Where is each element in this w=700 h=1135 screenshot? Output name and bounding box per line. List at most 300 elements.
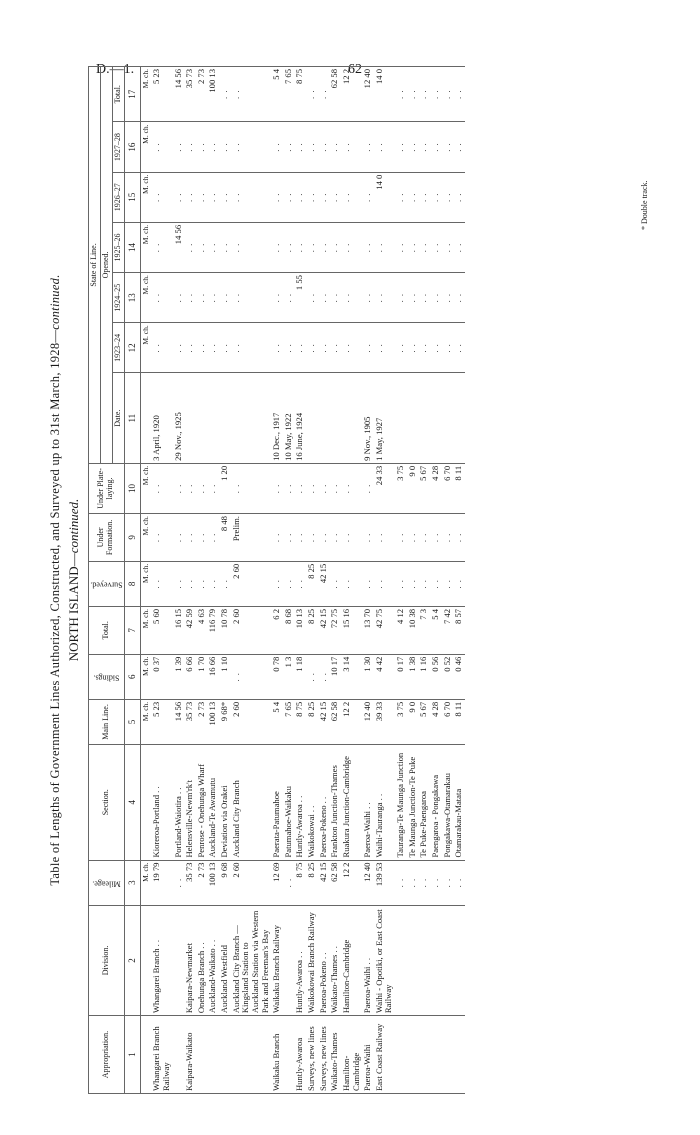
cell-surv: . . [374,561,395,606]
cell-form: . . [341,514,362,562]
cell-form: . . [196,514,208,562]
cell-div: Huntly-Awaroa . . [294,905,306,1015]
cell-sid: 1 39 [173,654,185,699]
cell-y5: . . [271,122,283,172]
cell-mil: . . [442,860,454,905]
cell-y2: . . [207,273,219,323]
cell-plat: 3 75 [395,463,407,513]
cell-mil: 139 53 [374,860,395,905]
cell-y2: . . [329,273,341,323]
cell-y4: . . [341,172,362,222]
table-row [407,67,419,1094]
cell-tot: 4 12 [395,606,407,654]
cell-y4: . . [395,172,407,222]
cell-y5: . . [407,122,419,172]
cell-y5: . . [362,122,374,172]
cell-y2: . . [362,273,374,323]
cell-sec: Auckland-Te Awamutu [207,745,219,860]
unit-label: M. ch. [140,222,151,272]
unit-row [140,67,151,1094]
cell-sid: 0 46 [453,654,465,699]
cell-date [306,373,318,463]
column-number: 2 [124,905,140,1015]
cell-y5: . . [430,122,442,172]
cell-appr [430,1016,442,1094]
cell-y4: . . [184,172,196,222]
cell-mil: 12 2 [341,860,362,905]
cell-y1: . . [207,323,219,373]
cell-otot: . . [306,67,318,122]
cell-y1: . . [407,323,419,373]
cell-div [407,905,419,1015]
cell-main: 9 0 [407,699,419,744]
cell-y2: . . [395,273,407,323]
column-number: 15 [124,172,140,222]
cell-y3: . . [207,222,219,272]
column-number: 6 [124,654,140,699]
cell-div [442,905,454,1015]
cell-main: 8 25 [306,699,318,744]
cell-sec: Waikokowai . . [306,745,318,860]
cell-form: . . [283,514,295,562]
cell-y4: . . [294,172,306,222]
cell-y4: . . [196,172,208,222]
cell-y3: 14 56 [173,222,185,272]
cell-otot: 12 2 [341,67,362,122]
cell-sec: Huntly-Awaroa . . [294,745,306,860]
cell-surv: . . [219,561,231,606]
cell-otot: 14 56 [173,67,185,122]
cell-surv: . . [395,561,407,606]
cell-sid: 1 18 [294,654,306,699]
cell-date: 29 Nov., 1925 [173,373,185,463]
cell-y2: . . [271,273,283,323]
cell-form: . . [271,514,283,562]
cell-otot: 7 65 [283,67,295,122]
cell-y5: . . [219,122,231,172]
cell-appr: Hamilton-Cambridge [341,1016,362,1094]
cell-y5: . . [306,122,318,172]
header-main-line: Main Line. [89,699,125,744]
cell-y3: . . [151,222,172,272]
cell-main: 6 70 [442,699,454,744]
header-under-formation: Under Formation. [89,514,125,562]
cell-y5: . . [329,122,341,172]
cell-plat: 24 33 [374,463,395,513]
cell-otot: 14 0 [374,67,395,122]
cell-y1: . . [231,323,272,373]
column-number: 13 [124,273,140,323]
cell-y4: . . [231,172,272,222]
cell-sid: 6 66 [184,654,196,699]
cell-date [453,373,465,463]
cell-appr: Paeroa-Waihi [362,1016,374,1094]
cell-main: 2 73 [196,699,208,744]
cell-sec: Te Maunga Junction-Te Puke [407,745,419,860]
table-row [184,67,196,1094]
cell-y5: . . [318,122,330,172]
column-number: 14 [124,222,140,272]
cell-y3: . . [341,222,362,272]
header-year-1923: 1923–24 [112,323,124,373]
cell-y1: . . [196,323,208,373]
cell-form: . . [207,514,219,562]
cell-plat: . . [271,463,283,513]
cell-y2: . . [374,273,395,323]
cell-form: . . [329,514,341,562]
table-body [140,67,464,1094]
cell-y2: . . [442,273,454,323]
cell-y5: . . [418,122,430,172]
column-number: 17 [124,67,140,122]
cell-form: . . [407,514,419,562]
table-row [395,67,407,1094]
table-row [418,67,430,1094]
cell-y4: . . [271,172,283,222]
cell-y2: . . [407,273,419,323]
header-division: Division. [89,905,125,1015]
cell-main: 8 11 [453,699,465,744]
cell-date [341,373,362,463]
cell-div: Waikato-Thames . . [329,905,341,1015]
cell-y3: . . [329,222,341,272]
unit-label: M. ch. [140,463,151,513]
cell-tot: 8 25 [306,606,318,654]
cell-sid: 16 66 [207,654,219,699]
cell-tot: 10 78 [219,606,231,654]
cell-plat: . . [184,463,196,513]
cell-date [231,373,272,463]
cell-div [395,905,407,1015]
cell-sec: Helensville-Newm'rk't [184,745,196,860]
cell-div: Auckland City Branch — Kingsland Station to Auckland Station via Western Park and Freeman's Bay [231,905,272,1015]
cell-y4: . . [318,172,330,222]
cell-main: 100 13 [207,699,219,744]
cell-otot: . . [430,67,442,122]
cell-y4: . . [207,172,219,222]
unit-label: M. ch. [140,67,151,122]
cell-y1: . . [318,323,330,373]
cell-appr: Whangarei Branch Railway [151,1016,172,1094]
cell-y3: . . [283,222,295,272]
cell-y2: . . [341,273,362,323]
cell-y3: . . [231,222,272,272]
cell-surv: . . [173,561,185,606]
cell-surv: 42 15 [318,561,330,606]
cell-y2: . . [151,273,172,323]
cell-y1: . . [184,323,196,373]
column-number: 3 [124,860,140,905]
cell-date [318,373,330,463]
island-heading [66,60,82,1100]
cell-form: . . [184,514,196,562]
cell-y5: . . [283,122,295,172]
cell-mil: . . [418,860,430,905]
cell-date [196,373,208,463]
cell-div: Onehunga Branch . . [196,905,208,1015]
cell-div: Kaipara-Newmarket [184,905,196,1015]
cell-mil: . . [430,860,442,905]
cell-y3: . . [453,222,465,272]
cell-surv: . . [151,561,172,606]
table-row [283,67,295,1094]
cell-plat: 9 0 [407,463,419,513]
cell-y5: . . [231,122,272,172]
cell-y5: . . [207,122,219,172]
cell-main: 5 4 [271,699,283,744]
cell-y5: . . [151,122,172,172]
cell-div: Auckland-Waikato . . [207,905,219,1015]
cell-y3: . . [418,222,430,272]
cell-surv: . . [453,561,465,606]
cell-surv: . . [283,561,295,606]
cell-sid: 4 42 [374,654,395,699]
cell-y3: . . [407,222,419,272]
unit-label: M. ch. [140,654,151,699]
cell-main: 4 28 [430,699,442,744]
cell-appr [395,1016,407,1094]
cell-form: . . [442,514,454,562]
cell-sec: Portland-Waiotira . . [173,745,185,860]
cell-plat: . . [318,463,330,513]
cell-mil: 19 79 [151,860,172,905]
column-number: 8 [124,561,140,606]
cell-sec: Paeroa-Waihi . . [362,745,374,860]
cell-main: 12 2 [341,699,362,744]
unit-blank [140,905,151,1015]
cell-y4: 14 0 [374,172,395,222]
cell-sid: . . [231,654,272,699]
header-sidings-text: Sidings. [93,673,120,683]
cell-form: . . [151,514,172,562]
cell-sec: Paengaroa - Pongakawa [430,745,442,860]
cell-y1: . . [430,323,442,373]
cell-mil: 8 75 [294,860,306,905]
cell-div: Paeroa-Pokeno . . [318,905,330,1015]
cell-appr: Huntly-Awaroa [294,1016,306,1094]
cell-sec: Tauranga-Te Maunga Junction [395,745,407,860]
cell-appr [418,1016,430,1094]
cell-surv: . . [407,561,419,606]
cell-mil: . . [407,860,419,905]
cell-sid: 0 52 [442,654,454,699]
cell-appr [219,1016,231,1094]
cell-tot: 16 15 [173,606,185,654]
cell-main: 42 15 [318,699,330,744]
cell-main: 3 75 [395,699,407,744]
cell-form: . . [318,514,330,562]
cell-y1: . . [151,323,172,373]
header-surveyed-text: Surveyed. [90,580,123,590]
cell-otot: 35 73 [184,67,196,122]
cell-sid: 1 30 [362,654,374,699]
cell-y5: . . [173,122,185,172]
cell-surv: . . [184,561,196,606]
cell-surv: . . [207,561,219,606]
column-number: 16 [124,122,140,172]
cell-otot: 2 73 [196,67,208,122]
cell-y3: . . [184,222,196,272]
table-title-text: Table of Lengths of Government Lines Authorized, Constructed, and Surveyed up to 31st March, 1928— [48,329,62,886]
unit-blank [140,1016,151,1094]
cell-plat: 4 28 [430,463,442,513]
cell-y3: . . [271,222,283,272]
cell-appr [173,1016,185,1094]
cell-date [430,373,442,463]
cell-y1: . . [283,323,295,373]
cell-y1: . . [374,323,395,373]
header-sidings [89,654,125,699]
cell-mil: 42 15 [318,860,330,905]
cell-otot: . . [418,67,430,122]
cell-appr: East Coast Railway [374,1016,395,1094]
cell-y5: . . [442,122,454,172]
column-number: 9 [124,514,140,562]
unit-label: M. ch. [140,172,151,222]
cell-otot: . . [453,67,465,122]
table-row [453,67,465,1094]
cell-date [442,373,454,463]
cell-otot: 5 4 [271,67,283,122]
column-number: 4 [124,745,140,860]
cell-surv: . . [196,561,208,606]
cell-sid: . . [318,654,330,699]
cell-mil: 12 69 [271,860,283,905]
cell-y1: . . [453,323,465,373]
cell-tot: 7 42 [442,606,454,654]
cell-sec: Te Puke-Paengaroa [418,745,430,860]
cell-sec: Auckland City Branch [231,745,272,860]
cell-sid: 0 17 [395,654,407,699]
cell-y4: . . [430,172,442,222]
cell-tot: 116 79 [207,606,219,654]
cell-div [453,905,465,1015]
cell-surv: . . [362,561,374,606]
page-number: 62 [348,62,362,77]
cell-plat: . . [341,463,362,513]
cell-div: Auckland Westfield [219,905,231,1015]
cell-div [418,905,430,1015]
cell-appr [231,1016,272,1094]
cell-plat: 1 20 [219,463,231,513]
unit-label: M. ch. [140,514,151,562]
cell-tot: 42 15 [318,606,330,654]
cell-surv: . . [418,561,430,606]
cell-y5: . . [294,122,306,172]
cell-date: 16 June, 1924 [294,373,306,463]
cell-y4: . . [306,172,318,222]
cell-appr [453,1016,465,1094]
cell-y1: . . [219,323,231,373]
cell-tot: 7 3 [418,606,430,654]
table-row [362,67,374,1094]
cell-y3: . . [196,222,208,272]
cell-plat: . . [294,463,306,513]
cell-y4: . . [453,172,465,222]
cell-sec: Waihi-Tauranga . . [374,745,395,860]
cell-plat: 8 11 [453,463,465,513]
cell-appr: Waikaku Branch [271,1016,283,1094]
cell-tot: 5 4 [430,606,442,654]
cell-y3: . . [362,222,374,272]
cell-date: 10 Dec., 1917 [271,373,283,463]
header-mileage [89,860,125,905]
column-number: 7 [124,606,140,654]
cell-div: Waikaku Branch Railway [271,905,283,1015]
cell-otot: 8 75 [294,67,306,122]
cell-surv: . . [341,561,362,606]
table-title-continued: continued. [48,274,62,330]
cell-tot: 10 38 [407,606,419,654]
table-row [207,67,219,1094]
cell-form: . . [173,514,185,562]
cell-y2: . . [430,273,442,323]
cell-y5: . . [395,122,407,172]
cell-y3: . . [219,222,231,272]
header-surveyed [89,561,125,606]
cell-y2: . . [219,273,231,323]
cell-otot: 100 13 [207,67,219,122]
cell-plat: 5 67 [418,463,430,513]
header-opened: Opened. [100,67,112,464]
unit-label: M. ch. [140,122,151,172]
cell-y4: . . [151,172,172,222]
cell-mil: 2 60 [231,860,272,905]
cell-div [283,905,295,1015]
cell-y3: . . [318,222,330,272]
table-row [173,67,185,1094]
lengths-table [88,66,465,1094]
cell-appr: Surveys, new lines [306,1016,318,1094]
cell-mil: 100 13 [207,860,219,905]
cell-y2: . . [306,273,318,323]
cell-date: 1 May, 1927 [374,373,395,463]
unit-label: M. ch. [140,273,151,323]
cell-otot: . . [442,67,454,122]
cell-y2: . . [318,273,330,323]
cell-date: 3 April, 1920 [151,373,172,463]
cell-y5: . . [184,122,196,172]
cell-date [418,373,430,463]
cell-date [219,373,231,463]
header-year-1925: 1925–26 [112,222,124,272]
cell-y3: . . [395,222,407,272]
cell-mil: 62 58 [329,860,341,905]
cell-otot: 5 23 [151,67,172,122]
column-number: 10 [124,463,140,513]
cell-y4: . . [362,172,374,222]
cell-main: 35 73 [184,699,196,744]
cell-y2: . . [184,273,196,323]
cell-date [395,373,407,463]
cell-y4: . . [442,172,454,222]
cell-date [207,373,219,463]
table-row [219,67,231,1094]
table-row [231,67,272,1094]
table-row [430,67,442,1094]
cell-tot: 5 60 [151,606,172,654]
cell-y2: . . [283,273,295,323]
cell-appr [196,1016,208,1094]
cell-div [430,905,442,1015]
cell-sec: Deviation via Orakei [219,745,231,860]
cell-sec: Frankton Junction-Thames [329,745,341,860]
cell-mil: . . [283,860,295,905]
cell-plat: . . [283,463,295,513]
cell-sid: 1 38 [407,654,419,699]
cell-form: . . [294,514,306,562]
cell-sid: 0 56 [430,654,442,699]
